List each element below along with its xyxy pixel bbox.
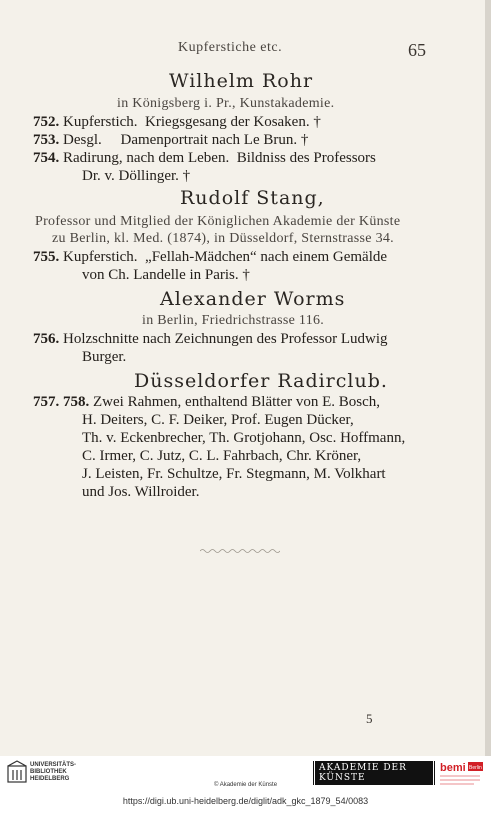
artist-info-stang-line2: zu Berlin, kl. Med. (1874), in Düsseldorf, Sternstrasse 34. (52, 231, 394, 246)
entry-text: Zwei Rahmen, enthaltend Blätter von E. Bosch, (93, 394, 381, 410)
catalog-entry (33, 330, 388, 348)
entry-text-continuation: C. Irmer, C. Jutz, C. L. Fahrbach, Chr. Kröner, (82, 448, 362, 464)
page-number: 65 (408, 40, 426, 60)
page-edge (485, 0, 491, 756)
entry-text-continuation: Th. v. Eckenbrecher, Th. Grotjohann, Osc. Hoffmann, (82, 430, 406, 446)
svg-text:bemi: bemi (440, 762, 466, 774)
entry-text-continuation: von Ch. Landelle in Paris. † (82, 267, 250, 283)
viewer-footer (0, 756, 491, 813)
entry-number: 754. (33, 150, 60, 166)
artist-info-stang-line1: Professor und Mitglied der Königlichen Akademie der Künste (35, 214, 401, 229)
artist-info-worms: in Berlin, Friedrichstrasse 116. (142, 313, 325, 328)
catalog-entry (33, 248, 387, 266)
akademie-logo-text: AKADEMIE DER KÜNSTE (314, 760, 434, 786)
artist-heading-radirclub: Düsseldorfer Radirclub. (134, 370, 388, 392)
decorative-wavy-divider (200, 548, 280, 554)
copyright-notice: © Akademie der Künste (213, 782, 278, 788)
university-library-logo-icon[interactable] (6, 760, 28, 784)
signature-mark: 5 (366, 711, 373, 726)
running-title: Kupferstiche etc. (178, 40, 283, 55)
catalog-entry (33, 149, 376, 167)
entry-text: Desgl. Damenportrait nach Le Brun. † (63, 132, 309, 148)
entry-number: 757. 758. (33, 394, 90, 410)
svg-text:Berlin: Berlin (469, 765, 482, 771)
entry-text-continuation: J. Leisten, Fr. Schultze, Fr. Stegmann, M. Volkhart (82, 466, 386, 482)
ub-logo-text: UNIVERSITÄTS- BIBLIOTHEK HEIDELBERG (30, 762, 77, 782)
entry-text-continuation: Dr. v. Döllinger. † (82, 168, 191, 184)
entry-text-continuation: H. Deiters, C. F. Deiker, Prof. Eugen Dücker, (82, 412, 354, 428)
entry-text: Kupferstich. Kriegsgesang der Kosaken. † (63, 114, 321, 130)
artist-heading-rohr: Wilhelm Rohr (169, 70, 314, 92)
catalog-entry (33, 393, 380, 411)
entry-text: Radirung, nach dem Leben. Bildniss des Professors (63, 150, 376, 166)
entry-text: Holzschnitte nach Zeichnungen des Professor Ludwig (63, 331, 388, 347)
entry-number: 755. (33, 249, 60, 265)
entry-text: Kupferstich. „Fellah-Mädchen“ nach einem Gemälde (63, 249, 388, 265)
catalog-entry (33, 113, 321, 131)
entry-text-continuation: Burger. (82, 349, 127, 365)
entry-text-continuation: und Jos. Willroider. (82, 484, 200, 500)
entry-number: 753. (33, 132, 60, 148)
permalink-url[interactable]: https://digi.ub.uni-heidelberg.de/diglit/adk_gkc_1879_54/0083 (122, 796, 369, 806)
entry-number: 752. (33, 114, 60, 130)
artist-info-rohr: in Königsberg i. Pr., Kunstakademie. (117, 96, 335, 111)
artist-heading-stang: Rudolf Stang, (180, 187, 325, 209)
artist-heading-worms: Alexander Worms (160, 288, 346, 310)
entry-number: 756. (33, 331, 60, 347)
catalog-entry (33, 131, 308, 149)
